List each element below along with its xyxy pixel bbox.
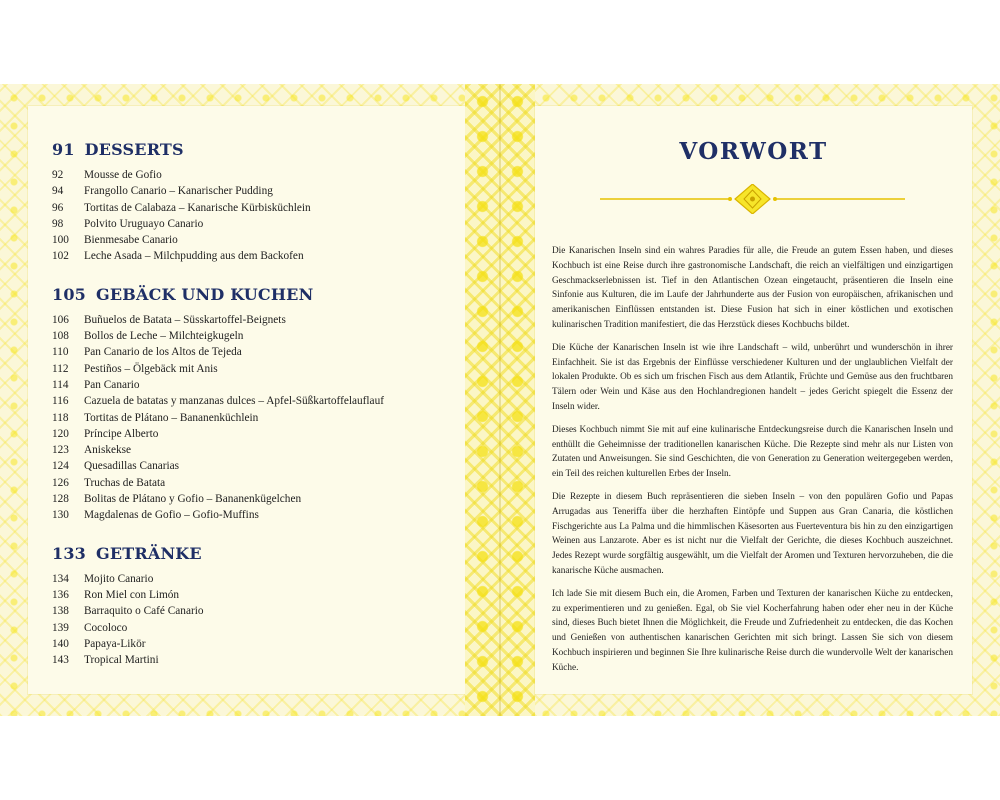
section-page-number: 105 <box>52 284 86 304</box>
entry-title: Leche Asada – Milchpudding aus dem Backofen <box>84 250 304 263</box>
toc-entry <box>52 475 462 491</box>
foreword-body <box>552 244 953 684</box>
toc-entry <box>52 312 462 328</box>
entry-page-number: 94 <box>52 185 64 198</box>
section-heading <box>52 285 462 304</box>
toc-entry <box>52 410 462 426</box>
section-title: GEBÄCK UND KUCHEN <box>96 284 314 304</box>
entry-title: Papaya-Likör <box>84 637 146 650</box>
section-page-number: 133 <box>52 543 86 563</box>
entry-page-number: 114 <box>52 378 69 391</box>
toc-entry <box>52 216 462 232</box>
toc-entry <box>52 458 462 474</box>
entry-title: Bollos de Leche – Milchteigkugeln <box>84 330 244 343</box>
toc-entry <box>52 361 462 377</box>
entry-title: Pan Canario de los Altos de Tejeda <box>84 346 242 359</box>
entry-page-number: 116 <box>52 395 69 408</box>
entry-page-number: 124 <box>52 460 69 473</box>
entry-title: Bolitas de Plátano y Gofio – Bananenkügelchen <box>84 493 302 506</box>
entry-title: Mousse de Gofio <box>84 169 162 181</box>
entry-page-number: 92 <box>52 169 64 181</box>
entry-page-number: 96 <box>52 201 64 214</box>
diamond-ornament-icon <box>600 184 905 214</box>
entry-title: Príncipe Alberto <box>84 427 159 440</box>
entry-title: Cocoloco <box>84 621 128 634</box>
toc-entry <box>52 491 462 507</box>
entry-page-number: 112 <box>52 362 69 375</box>
toc-entry <box>52 344 462 360</box>
entry-title: Bienmesabe Canario <box>84 234 178 247</box>
entry-page-number: 126 <box>52 476 69 489</box>
toc-section-getraenke <box>52 544 462 669</box>
foreword-paragraph: Die Kanarischen Inseln sind ein wahres Paradies für alle, die Freude an gutem Essen haben, und dieses Kochbuch ist eine Reise durch ihre gastronomische Landschaft, die reich an vielfältigen und einzigartigen Geschmackserlebnissen ist. Tief in den Atlantischen Ozean eingetaucht, präsentieren die Inseln eine Sinfonie aus Kulturen, die im Laufe der Jahrhunderte aus der Fusion von europäischen, afrikanischen und amerikanischen Einflüssen entstanden ist. Diese Fusion hat sich in einer köstlichen und exotischen kulinarischen Tradition manifestiert, die das Herzstück dieses Kochbuchs bildet. <box>552 246 953 330</box>
entry-page-number: 102 <box>52 250 69 263</box>
toc-entry <box>52 636 462 652</box>
entry-page-number: 110 <box>52 346 69 359</box>
toc-entry <box>52 507 462 523</box>
entry-page-number: 98 <box>52 217 64 230</box>
entry-page-number: 138 <box>52 605 69 618</box>
toc-entry <box>52 571 462 587</box>
entry-title: Pan Canario <box>84 378 140 391</box>
foreword-paragraph: Dieses Kochbuch nimmt Sie mit auf eine kulinarische Entdeckungsreise durch die Kanarischen Inseln und enthüllt die Geheimnisse der traditionellen kanarischen Küche. Die Rezepte sind mehr als nur Listen von Zutaten und Anweisungen. Sie sind Geschichten, die von Generation zu Generation weitergegeben werden, ein Teil des reichen kulturellen Erbes der Inseln. <box>552 424 953 480</box>
toc-entry <box>52 377 462 393</box>
entry-title: Aniskekse <box>84 444 132 457</box>
entry-title: Barraquito o Café Canario <box>84 605 204 618</box>
foreword-paragraph: Die Rezepte in diesem Buch repräsentieren die sieben Inseln – von den populären Gofio und Papas Arrugadas aus Teneriffa über die herzhaften Eintöpfe und Suppen aus Gran Canaria, die köstlichen Fischgerichte aus La Palma und die himmlischen Käsesorten aus Fuerteventura bis hin zu den einzigartigen Weinen aus Lanzarote. Aber es ist nicht nur die Vielfalt der Gerichte, die dieses Kochbuch auszeichnet. Jedes Rezept wurde sorgfältig ausgewählt, um die Vielfalt der Aromen und Texturen hervorzuheben, die die kanarische Küche ausmachen. <box>552 491 953 576</box>
entry-title: Polvito Uruguayo Canario <box>84 217 204 230</box>
toc-entry <box>52 620 462 636</box>
toc-entry <box>52 603 462 619</box>
entry-page-number: 120 <box>52 427 69 440</box>
entry-page-number: 136 <box>52 588 69 601</box>
entry-title: Tortitas de Plátano – Bananenküchlein <box>84 411 259 424</box>
entry-page-number: 108 <box>52 330 69 343</box>
toc-entry <box>52 587 462 603</box>
entry-page-number: 130 <box>52 509 69 522</box>
entry-page-number: 139 <box>52 621 69 634</box>
toc-entry <box>52 167 462 183</box>
entry-title: Ron Miel con Limón <box>84 588 180 601</box>
toc-entry <box>52 442 462 458</box>
section-page-number: 91 <box>52 140 75 159</box>
toc-entry <box>52 232 462 248</box>
entry-title: Quesadillas Canarias <box>84 460 180 473</box>
entry-title: Truchas de Batata <box>84 476 166 489</box>
toc-entry <box>52 652 462 668</box>
toc-entry <box>52 393 462 409</box>
section-heading <box>52 544 462 563</box>
section-title: DESSERTS <box>84 140 184 159</box>
entry-page-number: 123 <box>52 444 69 457</box>
entry-title: Magdalenas de Gofio – Gofio-Muffins <box>84 509 259 522</box>
entry-title: Cazuela de batatas y manzanas dulces – Apfel-Süßkartoffelauflauf <box>84 395 384 408</box>
table-of-contents <box>52 140 462 688</box>
entry-title: Tropical Martini <box>84 654 159 667</box>
toc-section-gebaeck <box>52 285 462 524</box>
foreword-paragraph: Ich lade Sie mit diesem Buch ein, die Aromen, Farben und Texturen der kanarischen Küche zu entdecken, zu experimentieren und zu genießen. Egal, ob Sie viel Kocherfahrung haben oder eher neu in der Küche sind, dieses Buch bietet Ihnen die Möglichkeit, die Freude und Zufriedenheit zu entdecken, die das Kochen und Genießen von authentischen kanarischen Gerichten mit sich bringt. Lassen Sie sich von diesem Kochbuch inspirieren und beginnen Sie Ihre kulinarische Reise durch die wundervolle Welt der kanarischen Küche. <box>552 588 953 673</box>
section-heading <box>52 140 462 159</box>
entry-page-number: 100 <box>52 234 69 247</box>
entry-page-number: 128 <box>52 493 69 506</box>
entry-title: Mojito Canario <box>84 572 154 585</box>
entry-title: Buñuelos de Batata – Süsskartoffel-Beignets <box>84 313 286 326</box>
entry-title: Frangollo Canario – Kanarischer Pudding <box>84 185 273 198</box>
toc-section-desserts <box>52 140 462 265</box>
entry-page-number: 134 <box>52 572 69 585</box>
entry-page-number: 118 <box>52 411 69 424</box>
section-title: GETRÄNKE <box>96 543 202 563</box>
toc-entry <box>52 248 462 264</box>
entry-page-number: 143 <box>52 654 69 667</box>
toc-entry <box>52 426 462 442</box>
entry-title: Tortitas de Calabaza – Kanarische Kürbisküchlein <box>84 201 311 214</box>
foreword-title: VORWORT <box>679 138 828 165</box>
foreword-paragraph: Die Küche der Kanarischen Inseln ist wie ihre Landschaft – wild, unberührt und wunderschön in ihrer Einfachheit. Sie ist das Ergebnis der Einflüsse verschiedener Kulturen und der unglaublichen Vielfalt der lokalen Produkte. Ob es sich um frischen Fisch aus dem Atlantik, Früchte und Gemüse aus den fruchtbaren Tälern oder Wein und Käse aus den Hochlandregionen handelt – jedes Gericht spiegelt die Essenz der Inseln wider. <box>552 342 953 412</box>
toc-entry <box>52 328 462 344</box>
entry-title: Pestiños – Ölgebäck mit Anis <box>84 362 218 375</box>
entry-page-number: 106 <box>52 313 69 326</box>
entry-page-number: 140 <box>52 637 69 650</box>
page-fold <box>499 84 501 716</box>
toc-entry <box>52 183 462 199</box>
toc-entry <box>52 200 462 216</box>
